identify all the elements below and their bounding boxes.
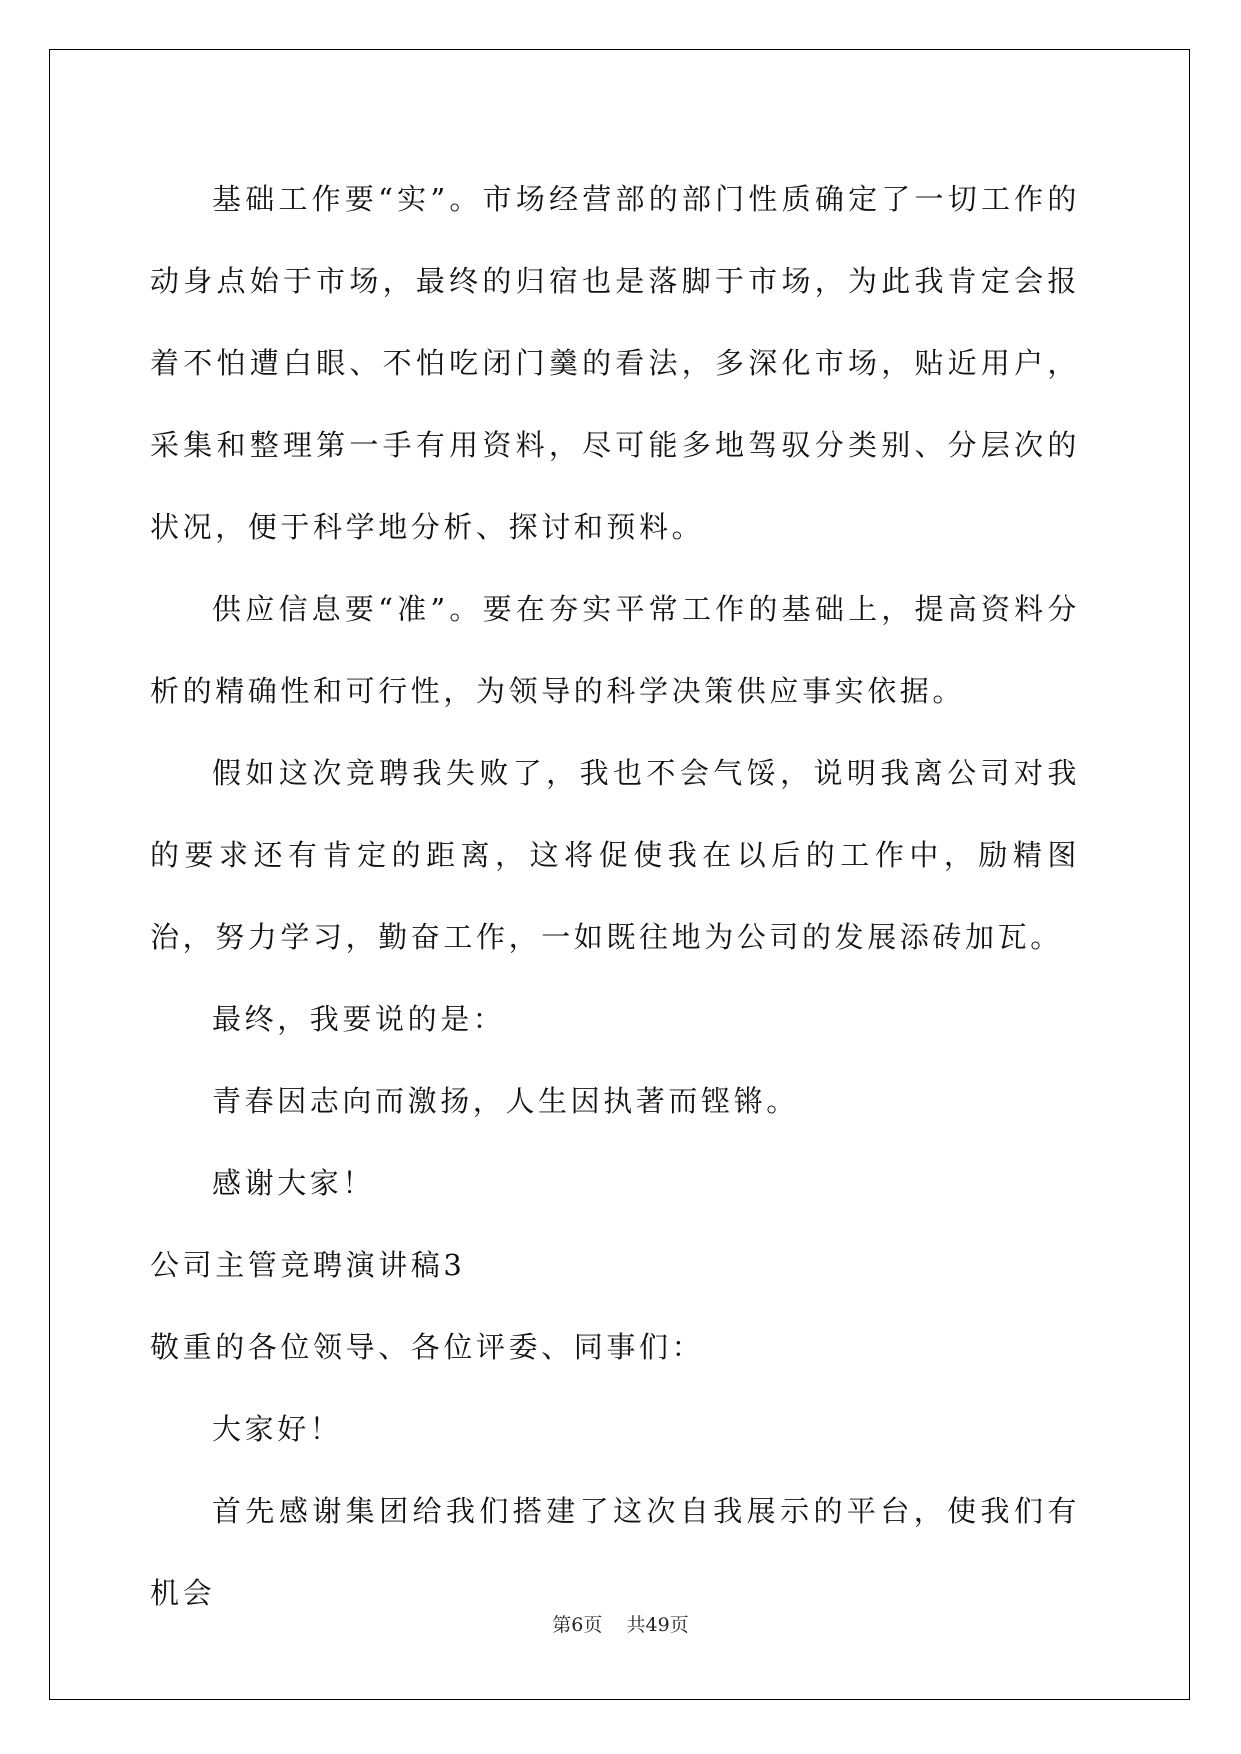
paragraph-youth: 青春因志向而激扬，人生因执著而铿锵。 <box>212 1084 799 1118</box>
page-footer <box>0 1610 1241 1637</box>
salutation: 敬重的各位领导、各位评委、同事们： <box>150 1330 705 1364</box>
paragraph-thanks: 感谢大家！ <box>212 1166 376 1200</box>
paragraph-basic-work: 基础工作要“实”。市场经营部的部门性质确定了一切工作的动身点始于市场，最终的归宿也是落脚于市场，为此我肯定会报着不怕遭白眼、不怕吃闭门羹的看法，多深化市场，贴近用户，采集和整理第一手有用资料，尽可能多地驾驭分类别、分层次的状况，便于科学地分析、探讨和预料。 <box>150 182 1080 544</box>
greeting: 大家好！ <box>212 1412 343 1446</box>
page-number: 第6页 <box>552 1614 603 1636</box>
paragraph-finally: 最终，我要说的是： <box>212 1002 506 1036</box>
document-body <box>150 158 1080 1634</box>
paragraph-if-fail: 假如这次竞聘我失败了，我也不会气馁，说明我离公司对我的要求还有肯定的距离，这将促使我在以后的工作中，励精图治，努力学习，勤奋工作，一如既往地为公司的发展添砖加瓦。 <box>150 756 1080 954</box>
paragraph-info-supply: 供应信息要“准”。要在夯实平常工作的基础上，提高资料分析的精确性和可行性，为领导的科学决策供应事实依据。 <box>150 592 1080 708</box>
paragraph-opening: 首先感谢集团给我们搭建了这次自我展示的平台，使我们有机会 <box>150 1494 1080 1610</box>
page-total: 共49页 <box>626 1614 689 1636</box>
section-heading: 公司主管竞聘演讲稿3 <box>150 1248 466 1282</box>
